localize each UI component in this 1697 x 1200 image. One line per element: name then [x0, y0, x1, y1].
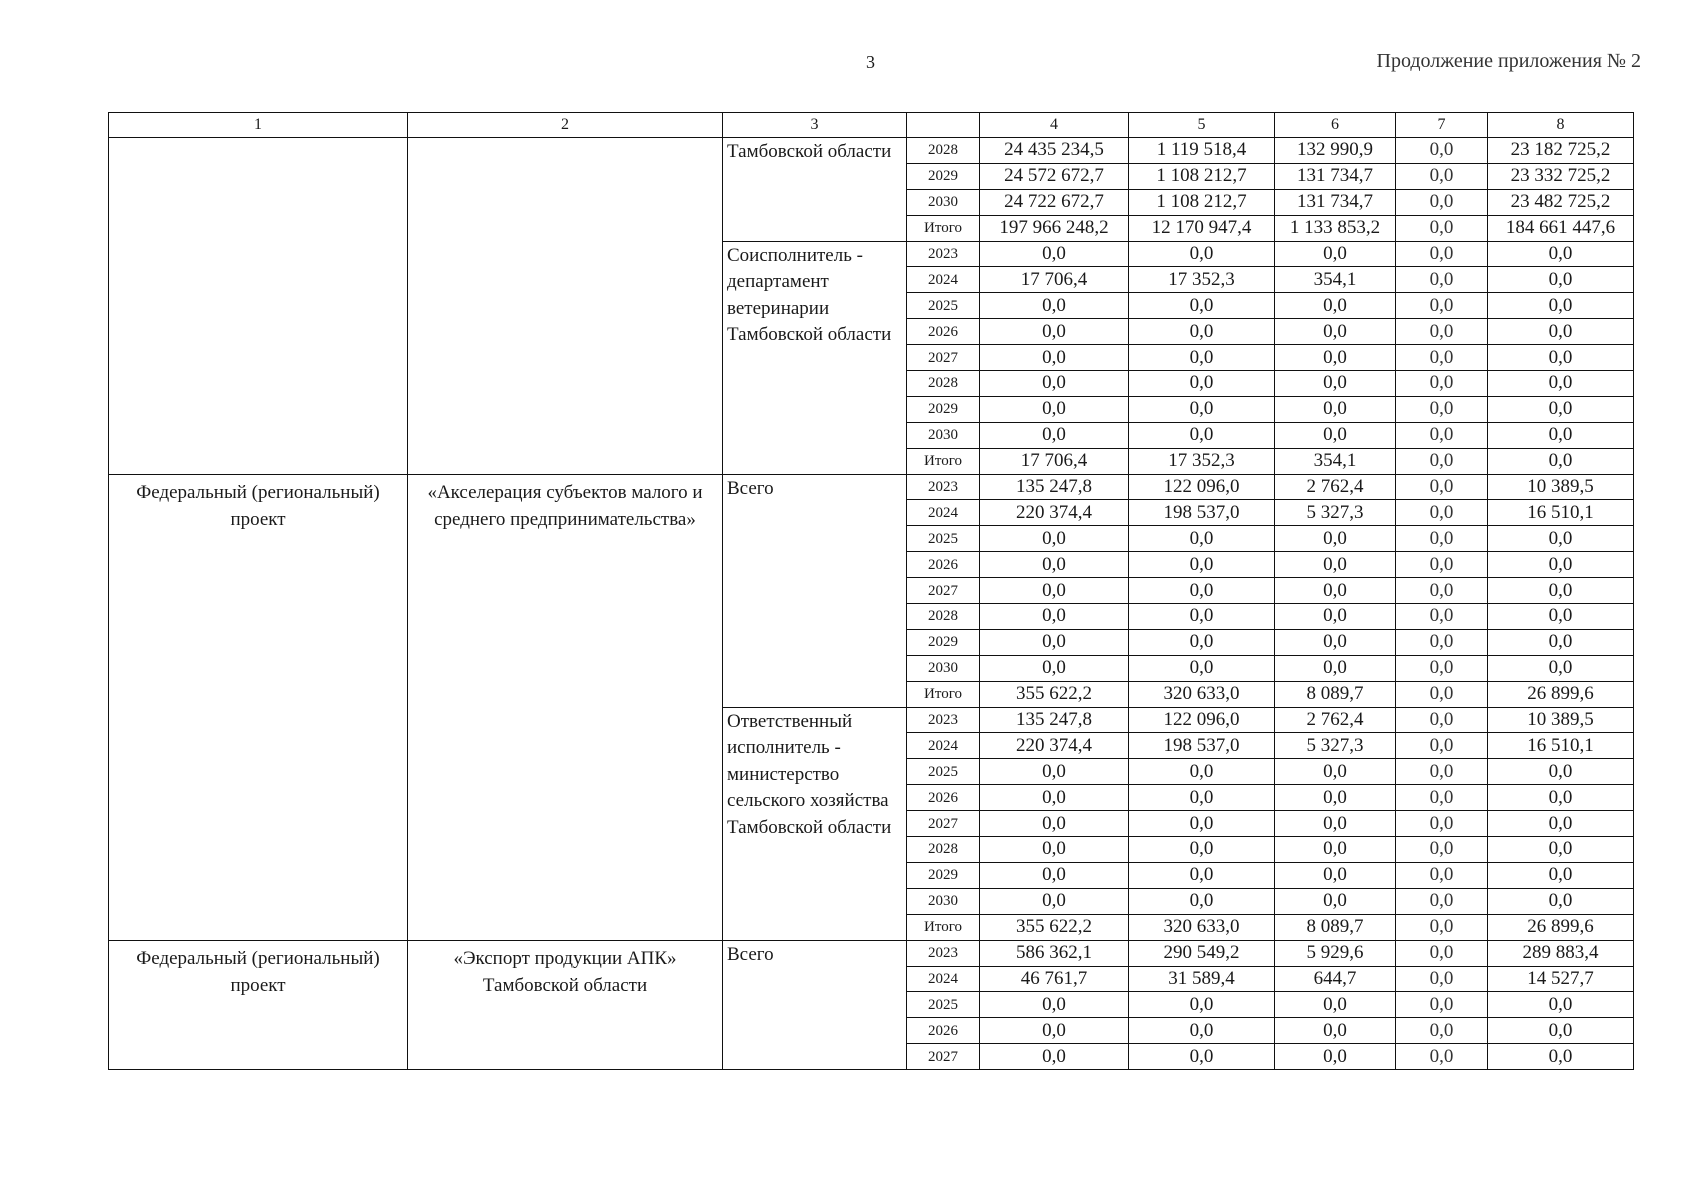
- value-cell: 0,0: [1488, 811, 1634, 837]
- value-cell: 1 108 212,7: [1129, 189, 1275, 215]
- value-cell: 0,0: [1488, 345, 1634, 371]
- value-cell: 26 899,6: [1488, 681, 1634, 707]
- year-cell: 2029: [907, 629, 980, 655]
- value-cell: 8 089,7: [1275, 681, 1396, 707]
- value-cell: 2 762,4: [1275, 707, 1396, 733]
- value-cell: 0,0: [1129, 241, 1275, 267]
- table-body: [109, 113, 1634, 1070]
- value-cell: 0,0: [1275, 371, 1396, 397]
- value-cell: 0,0: [1396, 189, 1488, 215]
- header-cell: 7: [1396, 113, 1488, 138]
- value-cell: 0,0: [1396, 733, 1488, 759]
- value-cell: 8 089,7: [1275, 914, 1396, 940]
- value-cell: 0,0: [1129, 629, 1275, 655]
- value-cell: 1 133 853,2: [1275, 215, 1396, 241]
- value-cell: 0,0: [1396, 759, 1488, 785]
- value-cell: 0,0: [1488, 267, 1634, 293]
- value-cell: 0,0: [1396, 267, 1488, 293]
- year-cell: 2030: [907, 888, 980, 914]
- year-cell: 2030: [907, 189, 980, 215]
- value-cell: 0,0: [1396, 681, 1488, 707]
- value-cell: 0,0: [1275, 293, 1396, 319]
- year-cell: 2028: [907, 604, 980, 630]
- value-cell: 0,0: [1275, 526, 1396, 552]
- value-cell: 23 332 725,2: [1488, 163, 1634, 189]
- value-cell: 0,0: [1396, 396, 1488, 422]
- year-cell: 2028: [907, 138, 980, 164]
- value-cell: 0,0: [1396, 604, 1488, 630]
- value-cell: 0,0: [1396, 319, 1488, 345]
- year-cell: 2023: [907, 474, 980, 500]
- value-cell: 0,0: [1129, 811, 1275, 837]
- value-cell: 0,0: [1275, 422, 1396, 448]
- year-cell: 2023: [907, 241, 980, 267]
- value-cell: 0,0: [1488, 862, 1634, 888]
- value-cell: 0,0: [980, 293, 1129, 319]
- value-cell: 0,0: [1488, 371, 1634, 397]
- value-cell: 0,0: [1488, 241, 1634, 267]
- value-cell: 644,7: [1275, 966, 1396, 992]
- year-cell: 2026: [907, 319, 980, 345]
- value-cell: 17 352,3: [1129, 267, 1275, 293]
- value-cell: 0,0: [980, 811, 1129, 837]
- value-cell: 0,0: [1396, 163, 1488, 189]
- value-cell: 0,0: [1396, 1018, 1488, 1044]
- value-cell: 0,0: [1396, 837, 1488, 863]
- value-cell: 0,0: [1396, 552, 1488, 578]
- value-cell: 0,0: [1396, 422, 1488, 448]
- year-cell: 2024: [907, 500, 980, 526]
- value-cell: 0,0: [1396, 526, 1488, 552]
- value-cell: 0,0: [980, 785, 1129, 811]
- value-cell: 0,0: [1488, 422, 1634, 448]
- value-cell: 26 899,6: [1488, 914, 1634, 940]
- year-cell: 2027: [907, 578, 980, 604]
- value-cell: 0,0: [1275, 811, 1396, 837]
- value-cell: 0,0: [1275, 396, 1396, 422]
- value-cell: 16 510,1: [1488, 500, 1634, 526]
- value-cell: 5 327,3: [1275, 733, 1396, 759]
- value-cell: 0,0: [980, 992, 1129, 1018]
- value-cell: 0,0: [1396, 655, 1488, 681]
- value-cell: 0,0: [980, 759, 1129, 785]
- year-cell: 2026: [907, 552, 980, 578]
- value-cell: 12 170 947,4: [1129, 215, 1275, 241]
- value-cell: 0,0: [1129, 526, 1275, 552]
- value-cell: 10 389,5: [1488, 707, 1634, 733]
- value-cell: 198 537,0: [1129, 500, 1275, 526]
- value-cell: 16 510,1: [1488, 733, 1634, 759]
- year-cell: 2029: [907, 862, 980, 888]
- value-cell: 0,0: [1396, 888, 1488, 914]
- year-cell: 2027: [907, 345, 980, 371]
- value-cell: 355 622,2: [980, 914, 1129, 940]
- value-cell: 0,0: [1488, 578, 1634, 604]
- header-cell: [907, 113, 980, 138]
- value-cell: 320 633,0: [1129, 914, 1275, 940]
- value-cell: 0,0: [1275, 655, 1396, 681]
- year-cell: Итого: [907, 681, 980, 707]
- value-cell: 0,0: [1488, 888, 1634, 914]
- year-cell: 2024: [907, 267, 980, 293]
- value-cell: 0,0: [1275, 345, 1396, 371]
- executor-cell: Всего: [723, 940, 907, 1069]
- value-cell: 14 527,7: [1488, 966, 1634, 992]
- year-cell: 2029: [907, 163, 980, 189]
- value-cell: 0,0: [980, 888, 1129, 914]
- value-cell: 320 633,0: [1129, 681, 1275, 707]
- value-cell: 135 247,8: [980, 707, 1129, 733]
- header-cell: 2: [408, 113, 723, 138]
- value-cell: 0,0: [1275, 837, 1396, 863]
- value-cell: 122 096,0: [1129, 474, 1275, 500]
- value-cell: 31 589,4: [1129, 966, 1275, 992]
- value-cell: 0,0: [980, 1018, 1129, 1044]
- value-cell: 198 537,0: [1129, 733, 1275, 759]
- year-cell: 2025: [907, 293, 980, 319]
- value-cell: 0,0: [1275, 1018, 1396, 1044]
- value-cell: 0,0: [1396, 811, 1488, 837]
- year-cell: 2025: [907, 992, 980, 1018]
- value-cell: 0,0: [1129, 293, 1275, 319]
- header-cell: 1: [109, 113, 408, 138]
- value-cell: 355 622,2: [980, 681, 1129, 707]
- page-number: 3: [866, 52, 875, 72]
- value-cell: 0,0: [1396, 629, 1488, 655]
- value-cell: 0,0: [1396, 914, 1488, 940]
- value-cell: 23 482 725,2: [1488, 189, 1634, 215]
- project-name-cell: «Экспорт продукции АПК» Тамбовской области: [408, 940, 723, 1069]
- value-cell: 197 966 248,2: [980, 215, 1129, 241]
- value-cell: 0,0: [1396, 940, 1488, 966]
- value-cell: 131 734,7: [1275, 189, 1396, 215]
- year-cell: 2024: [907, 733, 980, 759]
- value-cell: 0,0: [1396, 293, 1488, 319]
- year-cell: 2024: [907, 966, 980, 992]
- project-name-cell: «Акселерация субъектов малого и среднего предпринимательства»: [408, 474, 723, 940]
- value-cell: 0,0: [1396, 241, 1488, 267]
- value-cell: 24 722 672,7: [980, 189, 1129, 215]
- value-cell: 0,0: [1129, 604, 1275, 630]
- value-cell: 0,0: [1396, 578, 1488, 604]
- value-cell: 0,0: [1275, 759, 1396, 785]
- value-cell: 0,0: [980, 319, 1129, 345]
- year-cell: 2030: [907, 422, 980, 448]
- value-cell: 24 572 672,7: [980, 163, 1129, 189]
- value-cell: 0,0: [1129, 1044, 1275, 1070]
- value-cell: 0,0: [1488, 396, 1634, 422]
- value-cell: 0,0: [980, 655, 1129, 681]
- value-cell: 354,1: [1275, 267, 1396, 293]
- year-cell: 2026: [907, 1018, 980, 1044]
- section-type-cell: Федеральный (региональный) проект: [109, 940, 408, 1069]
- value-cell: 0,0: [1488, 1018, 1634, 1044]
- value-cell: 0,0: [980, 837, 1129, 863]
- value-cell: 0,0: [1396, 215, 1488, 241]
- executor-cell: Тамбовской области: [723, 138, 907, 242]
- year-cell: 2025: [907, 526, 980, 552]
- year-cell: Итого: [907, 448, 980, 474]
- header-cell: 4: [980, 113, 1129, 138]
- value-cell: 0,0: [980, 1044, 1129, 1070]
- value-cell: 2 762,4: [1275, 474, 1396, 500]
- year-cell: 2023: [907, 940, 980, 966]
- table-row: [109, 940, 1634, 966]
- value-cell: 0,0: [1396, 707, 1488, 733]
- value-cell: 0,0: [1129, 422, 1275, 448]
- executor-cell: Соисполнитель - департамент ветеринарии Тамбовской области: [723, 241, 907, 474]
- value-cell: 1 108 212,7: [1129, 163, 1275, 189]
- value-cell: 0,0: [980, 578, 1129, 604]
- year-cell: 2023: [907, 707, 980, 733]
- year-cell: Итого: [907, 914, 980, 940]
- year-cell: Итого: [907, 215, 980, 241]
- value-cell: 0,0: [1396, 448, 1488, 474]
- value-cell: 0,0: [1396, 500, 1488, 526]
- value-cell: 0,0: [1275, 578, 1396, 604]
- value-cell: 0,0: [1488, 552, 1634, 578]
- header-cell: 6: [1275, 113, 1396, 138]
- value-cell: 0,0: [1488, 448, 1634, 474]
- value-cell: 0,0: [1396, 371, 1488, 397]
- section-type-cell: Федеральный (региональный) проект: [109, 474, 408, 940]
- value-cell: 0,0: [1488, 655, 1634, 681]
- header-row: [109, 113, 1634, 138]
- value-cell: 0,0: [1129, 552, 1275, 578]
- project-name-cell: [408, 138, 723, 475]
- value-cell: 0,0: [1129, 785, 1275, 811]
- value-cell: 0,0: [980, 396, 1129, 422]
- value-cell: 0,0: [1488, 759, 1634, 785]
- executor-cell: Всего: [723, 474, 907, 707]
- year-cell: 2028: [907, 371, 980, 397]
- value-cell: 17 706,4: [980, 267, 1129, 293]
- value-cell: 0,0: [980, 604, 1129, 630]
- value-cell: 0,0: [1129, 371, 1275, 397]
- value-cell: 0,0: [1129, 396, 1275, 422]
- value-cell: 0,0: [1488, 785, 1634, 811]
- value-cell: 0,0: [1396, 862, 1488, 888]
- value-cell: 0,0: [1129, 1018, 1275, 1044]
- value-cell: 131 734,7: [1275, 163, 1396, 189]
- value-cell: 5 327,3: [1275, 500, 1396, 526]
- value-cell: 0,0: [1396, 474, 1488, 500]
- value-cell: 0,0: [980, 345, 1129, 371]
- value-cell: 0,0: [1129, 862, 1275, 888]
- value-cell: 0,0: [1396, 138, 1488, 164]
- table-row: [109, 138, 1634, 164]
- value-cell: 0,0: [980, 862, 1129, 888]
- value-cell: 0,0: [980, 371, 1129, 397]
- year-cell: 2027: [907, 1044, 980, 1070]
- value-cell: 0,0: [1275, 552, 1396, 578]
- value-cell: 0,0: [1129, 319, 1275, 345]
- year-cell: 2027: [907, 811, 980, 837]
- budget-table: [108, 112, 1634, 1070]
- value-cell: 0,0: [1129, 578, 1275, 604]
- value-cell: 0,0: [1488, 526, 1634, 552]
- value-cell: 0,0: [980, 552, 1129, 578]
- year-cell: 2026: [907, 785, 980, 811]
- value-cell: 0,0: [1488, 604, 1634, 630]
- value-cell: 0,0: [1275, 319, 1396, 345]
- value-cell: 0,0: [1129, 345, 1275, 371]
- value-cell: 0,0: [1275, 785, 1396, 811]
- value-cell: 0,0: [1396, 966, 1488, 992]
- table-row: [109, 474, 1634, 500]
- value-cell: 586 362,1: [980, 940, 1129, 966]
- value-cell: 0,0: [1396, 345, 1488, 371]
- value-cell: 132 990,9: [1275, 138, 1396, 164]
- value-cell: 0,0: [1275, 1044, 1396, 1070]
- value-cell: 354,1: [1275, 448, 1396, 474]
- value-cell: 0,0: [1488, 319, 1634, 345]
- value-cell: 0,0: [1488, 837, 1634, 863]
- value-cell: 0,0: [1275, 992, 1396, 1018]
- value-cell: 0,0: [1275, 862, 1396, 888]
- header-cell: 5: [1129, 113, 1275, 138]
- value-cell: 0,0: [980, 526, 1129, 552]
- value-cell: 0,0: [1129, 888, 1275, 914]
- year-cell: 2030: [907, 655, 980, 681]
- value-cell: 1 119 518,4: [1129, 138, 1275, 164]
- value-cell: 0,0: [1275, 629, 1396, 655]
- value-cell: 0,0: [1275, 241, 1396, 267]
- value-cell: 0,0: [1488, 293, 1634, 319]
- value-cell: 0,0: [980, 629, 1129, 655]
- value-cell: 0,0: [1488, 1044, 1634, 1070]
- value-cell: 24 435 234,5: [980, 138, 1129, 164]
- value-cell: 122 096,0: [1129, 707, 1275, 733]
- year-cell: 2029: [907, 396, 980, 422]
- value-cell: 0,0: [1396, 1044, 1488, 1070]
- header-cell: 8: [1488, 113, 1634, 138]
- section-type-cell: [109, 138, 408, 475]
- value-cell: 0,0: [1275, 604, 1396, 630]
- value-cell: 0,0: [1129, 759, 1275, 785]
- value-cell: 46 761,7: [980, 966, 1129, 992]
- value-cell: 0,0: [980, 422, 1129, 448]
- value-cell: 17 706,4: [980, 448, 1129, 474]
- value-cell: 17 352,3: [1129, 448, 1275, 474]
- executor-cell: Ответственный исполнитель - министерство сельского хозяйства Тамбовской области: [723, 707, 907, 940]
- value-cell: 0,0: [1396, 992, 1488, 1018]
- value-cell: 220 374,4: [980, 733, 1129, 759]
- value-cell: 184 661 447,6: [1488, 215, 1634, 241]
- year-cell: 2025: [907, 759, 980, 785]
- value-cell: 289 883,4: [1488, 940, 1634, 966]
- header-cell: 3: [723, 113, 907, 138]
- year-cell: 2028: [907, 837, 980, 863]
- value-cell: 0,0: [1129, 992, 1275, 1018]
- value-cell: 23 182 725,2: [1488, 138, 1634, 164]
- value-cell: 0,0: [1396, 785, 1488, 811]
- value-cell: 5 929,6: [1275, 940, 1396, 966]
- value-cell: 10 389,5: [1488, 474, 1634, 500]
- continuation-label: Продолжение приложения № 2: [1376, 50, 1641, 72]
- value-cell: 135 247,8: [980, 474, 1129, 500]
- value-cell: 0,0: [1129, 837, 1275, 863]
- value-cell: 220 374,4: [980, 500, 1129, 526]
- value-cell: 0,0: [1275, 888, 1396, 914]
- value-cell: 290 549,2: [1129, 940, 1275, 966]
- value-cell: 0,0: [1129, 655, 1275, 681]
- value-cell: 0,0: [980, 241, 1129, 267]
- value-cell: 0,0: [1488, 992, 1634, 1018]
- value-cell: 0,0: [1488, 629, 1634, 655]
